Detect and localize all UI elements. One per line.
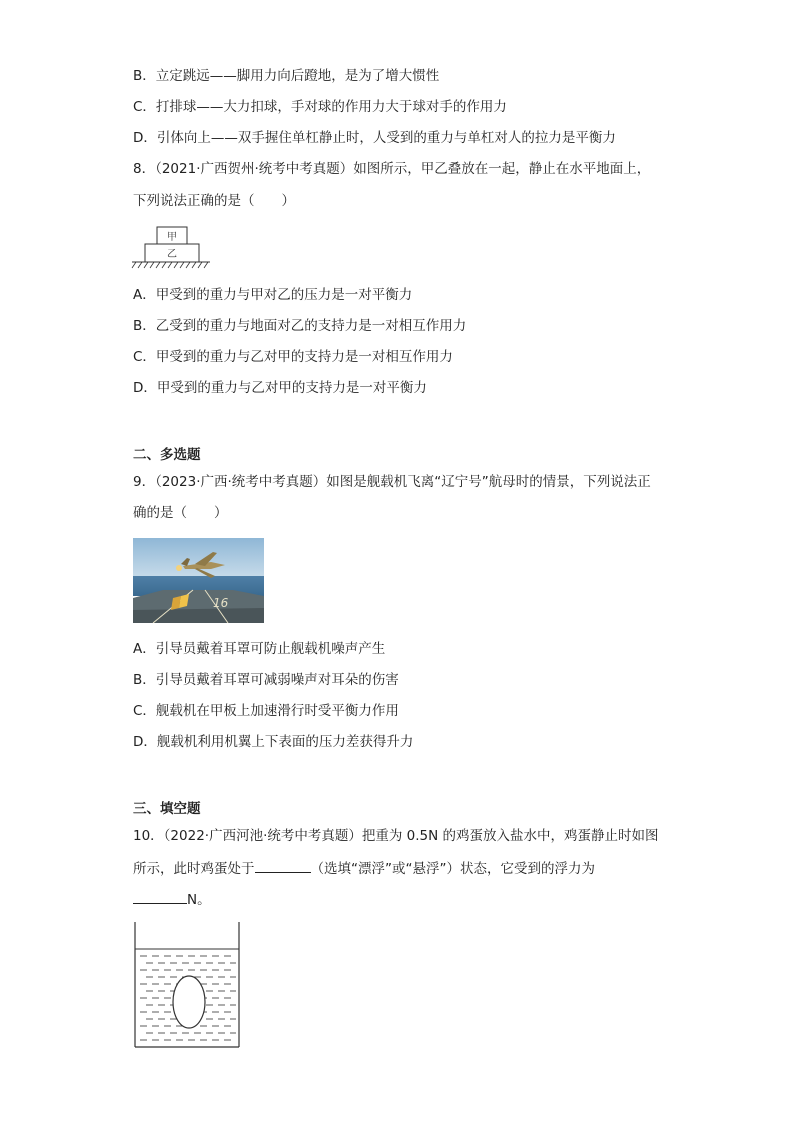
q10-stem-line3 [133, 889, 211, 909]
q8-stem-line2: 下列说法正确的是（ ） [133, 193, 295, 209]
carrier-jet-photo [133, 538, 264, 623]
section-heading-fill-blank: 三、填空题 [133, 801, 201, 817]
q7-option-d: D．引体向上——双手握住单杠静止时，人受到的重力与单杠对人的拉力是平衡力 [133, 130, 616, 146]
q9-option-a: A．引导员戴着耳罩可防止舰载机噪声产生 [133, 641, 386, 657]
q10-stem-line2-part1: 所示，此时鸡蛋处于 [133, 861, 255, 877]
q10-blank-state[interactable] [255, 858, 311, 873]
q8-option-c: C．甲受到的重力与乙对甲的支持力是一对相互作用力 [133, 349, 453, 365]
q10-stem-line1: 10．（2022·广西河池·统考中考真题）把重为 0.5N 的鸡蛋放入盐水中，鸡蛋静止时如图 [133, 828, 659, 844]
q8-option-b: B．乙受到的重力与地面对乙的支持力是一对相互作用力 [133, 318, 467, 334]
egg-in-saltwater-figure [132, 922, 242, 1050]
q7-option-c: C．打排球——大力扣球，手对球的作用力大于球对手的作用力 [133, 99, 507, 115]
stacked-blocks-figure [130, 225, 212, 270]
q8-option-d: D．甲受到的重力与乙对甲的支持力是一对平衡力 [133, 380, 427, 396]
q10-unit-text: N。 [187, 892, 211, 908]
q9-stem-line1: 9．（2023·广西·统考中考真题）如图是舰载机飞离“辽宁号”航母时的情景，下列说法正 [133, 474, 651, 490]
block-top-label: 甲 [167, 232, 177, 243]
q10-stem-line2-part2: （选填“漂浮”或“悬浮”）状态，它受到的浮力为 [310, 861, 595, 877]
egg-shape [173, 976, 205, 1028]
q8-stem-line1: 8．（2021·广西贺州·统考中考真题）如图所示，甲乙叠放在一起，静止在水平地面上， [133, 161, 651, 177]
q9-option-c: C．舰载机在甲板上加速滑行时受平衡力作用 [133, 703, 399, 719]
q10-stem-line2 [133, 858, 595, 878]
q7-option-b: B．立定跳远——脚用力向后蹬地，是为了增大惯性 [133, 68, 440, 84]
q9-option-d: D．舰载机利用机翼上下表面的压力差获得升力 [133, 734, 414, 750]
q10-blank-buoyancy[interactable] [133, 889, 187, 904]
block-bottom-label: 乙 [167, 249, 177, 260]
ground-hatching [132, 262, 208, 268]
q9-stem-line2: 确的是（ ） [133, 505, 228, 521]
q9-option-b: B．引导员戴着耳罩可减弱噪声对耳朵的伤害 [133, 672, 399, 688]
deck-marking-number: 16 [213, 596, 229, 610]
section-heading-multi-choice: 二、多选题 [133, 447, 201, 463]
q8-option-a: A．甲受到的重力与甲对乙的压力是一对平衡力 [133, 287, 413, 303]
